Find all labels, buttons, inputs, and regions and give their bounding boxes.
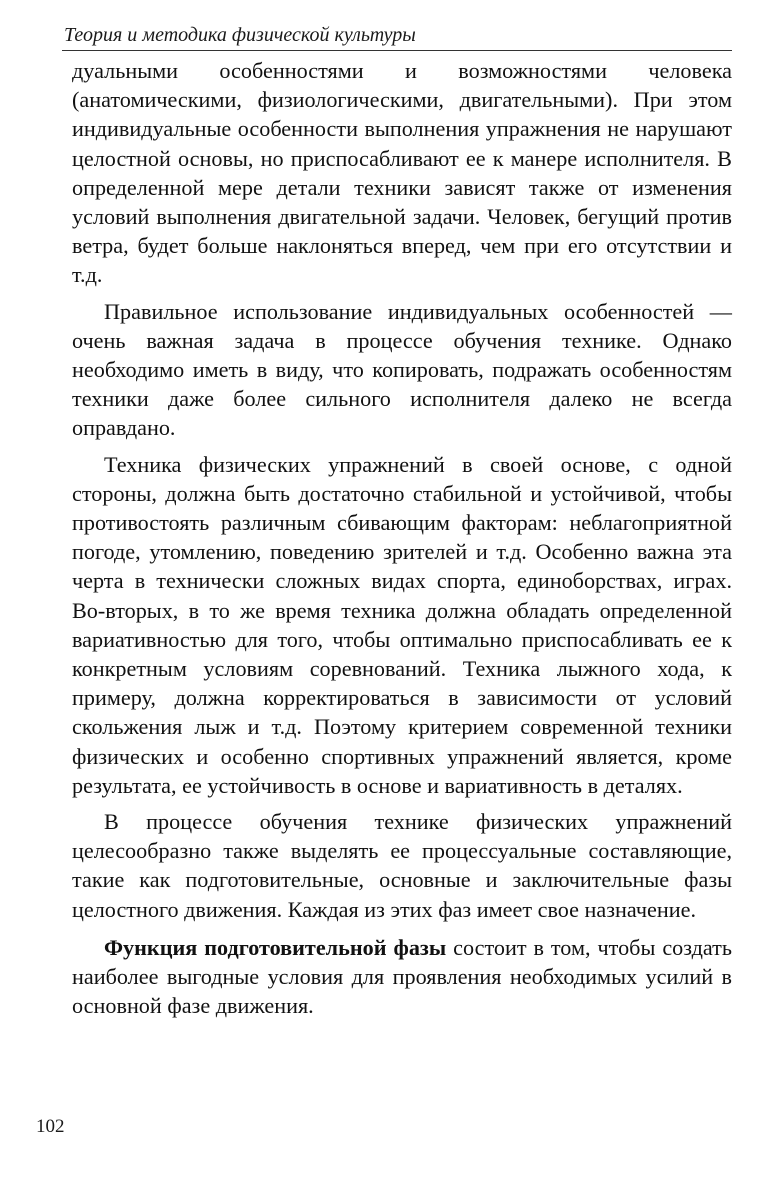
- preparatory-phase-term: Функция подготовительной фазы: [104, 934, 447, 960]
- header-rule: [62, 50, 732, 51]
- running-header-title: Теория и методика физической культуры: [64, 24, 416, 46]
- paragraph-movement-phases: В процессе обучения технике физических упражнений целесообразно также выделять ее процессуальные составляющие, такие как подготовительные, основные и заключительные фазы целостного движения. Каждая из этих фаз имеет свое назначение.: [72, 809, 732, 922]
- body-text: [72, 56, 732, 1021]
- paragraph-individual-features: Правильное использование индивидуальных особенностей — очень важная задача в процессе обучения технике. Однако необходимо иметь в виду, что копировать, подражать особенностям техники даже более сильного исполнителя далеко не всегда оправдано.: [72, 298, 732, 441]
- page-number: 102: [36, 1116, 65, 1137]
- paragraph-technique-stability: Техника физических упражнений в своей основе, с одной стороны, должна быть достаточно стабильной и устойчивой, чтобы противостоять различным сбивающим факторам: неблагоприятной погоде, утомлению, поведению зрителей и т.д. Особенно важна эта черта в технически сложных видах спорта, единоборствах, играх. Во-вторых, в то же время техника должна обладать определенной вариативностью для того, чтобы оптимально приспосабливать ее к конкретным условиям соревнований. Техника лыжного хода, к примеру, должна корректироваться в зависимости от условий скольжения лыж и т.д. Поэтому критерием современной техники физических и особенно спортивных упражнений является, кроме результата, ее устойчивость в основе и вариативность в деталях.: [72, 451, 732, 798]
- paragraph-continued: дуальными особенностями и возможностями человека (анатомическими, физиологическими, двигательными). При этом индивидуальные особенности выполнения упражнения не нарушают целостной основы, но приспосабливают ее к манере исполнителя. В определенной мере детали техники зависят также от изменения условий выполнения двигательной задачи. Человек, бегущий против ветра, будет больше наклоняться вперед, чем при его отсутствии и т.д.: [72, 58, 732, 288]
- preparatory-phase-text: состоит в том, чтобы создать наиболее выгодные условия для проявления необходимых усилий в основной фазе движения.: [72, 934, 732, 1019]
- paragraph-preparatory-phase: [72, 933, 732, 1021]
